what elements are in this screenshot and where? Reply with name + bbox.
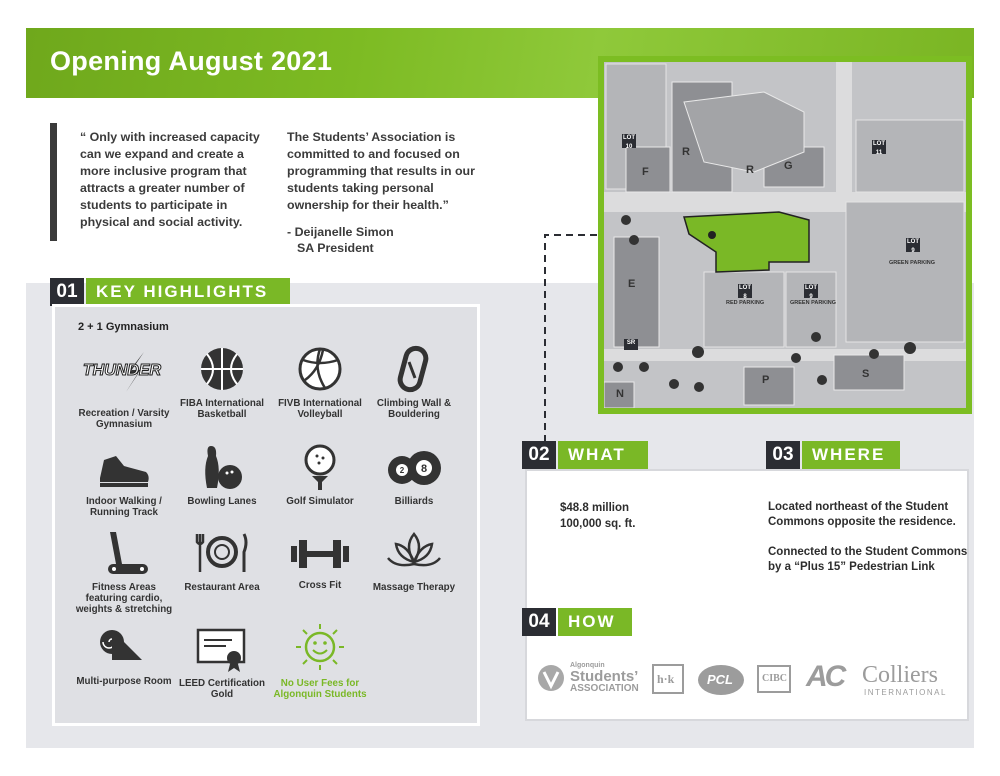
quote-text-1: “ Only with increased capacity can we expand and create a more inclusive program that attracts a greater number of students to participate in physical and social activity. [80, 130, 260, 229]
treadmill-icon [94, 528, 154, 578]
map-label-r1: R [682, 146, 690, 158]
quote-attribution [287, 224, 394, 256]
colliers-logo-sub: INTERNATIONAL [864, 688, 947, 697]
page-title: Opening August 2021 [50, 46, 333, 76]
pcl-logo [698, 665, 744, 695]
section-number-01: 01 [50, 278, 84, 306]
section-title-what: WHAT [558, 441, 648, 469]
yoga-mat-icon [94, 624, 154, 672]
map-label-g: G [784, 160, 793, 172]
highlight-label: Multi-purpose Room [76, 676, 172, 687]
lot-11-badge: LOT 11 [873, 141, 885, 156]
highlight-label: Restaurant Area [184, 582, 260, 593]
section-title-how: HOW [558, 608, 632, 636]
hok-logo-text: h·k [657, 672, 675, 686]
highlight-climbing [364, 344, 464, 420]
quote-text-2: The Students’ Association is committed to and focused on programming that results in our students taking personal ownership for their health.” [287, 130, 475, 212]
students-association-logo [536, 662, 641, 696]
highlight-label: Billiards [394, 496, 434, 507]
smiley-icon [280, 620, 360, 674]
project-cost: $48.8 million [560, 502, 630, 514]
section-number-02: 02 [522, 441, 556, 469]
highlight-label: Cross Fit [298, 580, 342, 591]
shoe-icon [94, 446, 154, 492]
hok-logo [652, 664, 684, 694]
highlight-leed [172, 624, 272, 700]
highlight-restaurant [172, 528, 272, 593]
basketball-icon [197, 344, 247, 394]
green-parking-label-2: GREEN PARKING [790, 300, 837, 306]
dumbbell-icon [285, 532, 355, 576]
map-graphic [604, 62, 966, 408]
sa-logo-small: Algonquin [570, 662, 605, 669]
highlight-golf [270, 442, 370, 507]
lot-9-badge-a: LOT 9 [907, 239, 919, 254]
highlight-basketball [172, 344, 272, 420]
highlight-bowling [172, 442, 272, 507]
where-details [768, 500, 968, 575]
highlight-crossfit [270, 532, 370, 591]
map-label-r2: R [746, 164, 754, 176]
highlight-label: Indoor Walking / Running Track [86, 496, 162, 518]
thunder-logo-icon [74, 344, 174, 404]
highlight-massage [364, 528, 464, 593]
quote-author: - Deijanelle Simon [287, 225, 394, 239]
what-details [560, 500, 635, 532]
highlight-track [74, 446, 174, 518]
sa-logo-main: Students’ [570, 668, 639, 685]
section-title-highlights: KEY HIGHLIGHTS [86, 278, 290, 306]
sa-emblem-icon [536, 662, 566, 694]
highlight-label: Bowling Lanes [187, 496, 257, 507]
highlight-label: Climbing Wall & Bouldering [376, 398, 452, 420]
highlight-label: FIBA International Basketball [179, 398, 264, 420]
lot-8-badge: LOT 8 [739, 285, 751, 300]
thunder-wordmark: THUNDER [82, 362, 162, 379]
highlight-fitness [74, 528, 174, 615]
lot-9-badge-b: LOT 9 [805, 285, 817, 300]
highlight-billiards [364, 442, 464, 507]
project-size: 100,000 sq. ft. [560, 518, 636, 530]
plate-icon [192, 528, 252, 578]
lot-10-badge: LOT 10 [623, 135, 635, 150]
volleyball-icon [295, 344, 345, 394]
billiards-icon [382, 442, 446, 492]
quote-role: SA President [297, 241, 374, 255]
map-label-e: E [628, 278, 636, 290]
section-number-04: 04 [522, 608, 556, 636]
section-number-03: 03 [766, 441, 800, 469]
highlight-label: FIVB International Volleyball [278, 398, 362, 420]
bowling-icon [197, 442, 247, 492]
location-text: Located northeast of the Student Commons opposite the residence. [768, 501, 956, 528]
colliers-logo: Colliers [862, 662, 938, 688]
highlight-multipurpose [74, 624, 174, 687]
quote-bar [50, 123, 57, 241]
map-label-n: N [616, 388, 624, 400]
highlight-label: Fitness Areas featuring cardio, weights & stretching [75, 582, 173, 615]
carabiner-icon [389, 344, 439, 394]
map-label-p: P [762, 374, 770, 386]
highlight-volleyball [270, 344, 370, 420]
highlight-label: LEED Certification Gold [178, 678, 265, 700]
section-title-where: WHERE [802, 441, 900, 469]
map-label-s: S [862, 368, 870, 380]
highlight-label: Massage Therapy [372, 582, 456, 593]
golf-icon [295, 442, 345, 492]
svg-text:8: 8 [420, 463, 428, 475]
pcl-logo-text: PCL [707, 672, 733, 687]
gym-title: 2 + 1 Gymnasium [78, 321, 169, 333]
map-label-f: F [642, 166, 649, 178]
certificate-icon [192, 624, 252, 674]
highlight-no-fees [270, 620, 370, 700]
connection-text: Connected to the Student Commons by a “Plus 15” Pedestrian Link [768, 546, 968, 573]
highlight-label: No User Fees for Algonquin Students [273, 678, 367, 700]
lotus-icon [384, 528, 444, 578]
cibc-logo-text: CIBC [762, 673, 788, 684]
svg-text:2: 2 [399, 466, 405, 475]
sa-logo-sub: ASSOCIATION [570, 683, 639, 694]
highlight-label: Recreation / Varsity Gymnasium [78, 408, 170, 430]
highlight-label: Golf Simulator [286, 496, 354, 507]
ac-logo: AC [806, 660, 844, 693]
map-label-sr: SR [624, 339, 638, 350]
red-parking-label: RED PARKING [726, 300, 765, 306]
highlight-recreation [74, 344, 174, 430]
cibc-logo [757, 665, 791, 693]
campus-map [604, 62, 966, 408]
green-parking-label-1: GREEN PARKING [889, 260, 936, 266]
